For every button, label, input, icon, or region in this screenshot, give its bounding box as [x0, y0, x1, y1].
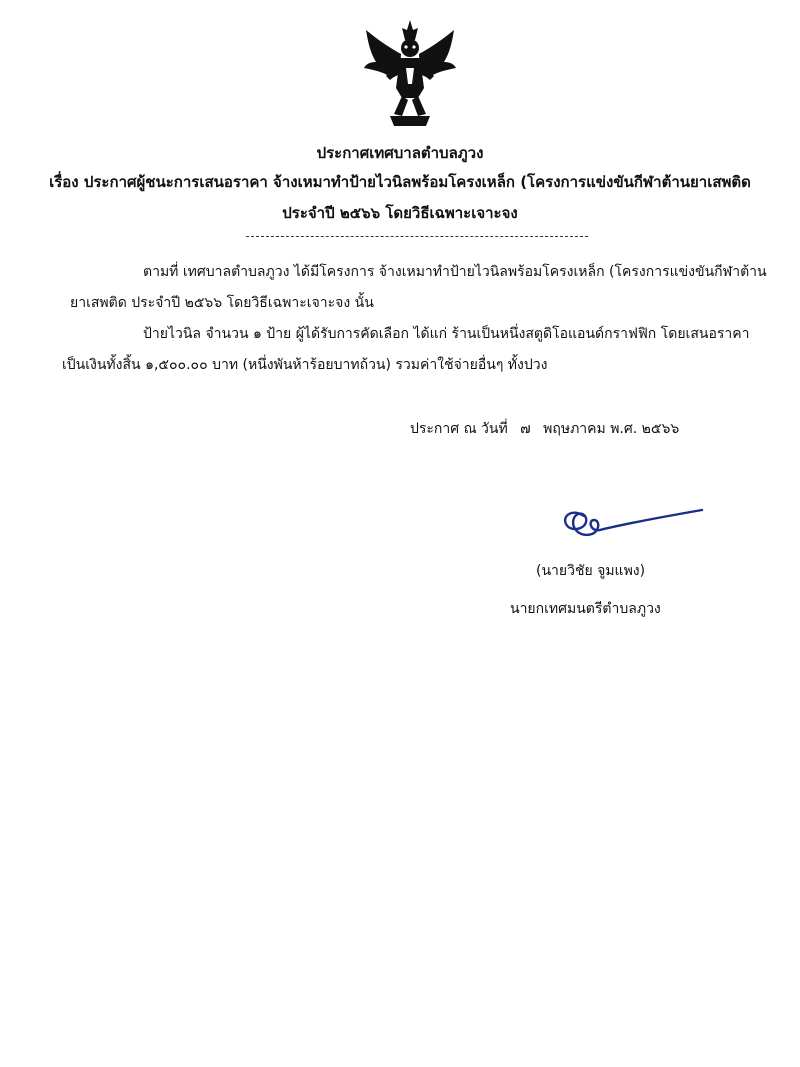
subject-line-1: เรื่อง ประกาศผู้ชนะการเสนอราคา จ้างเหมาทำป้ายไวนิลพร้อมโครงเหล็ก (โครงการแข่งขันกีฬาต้านยาเสพติด [49, 173, 751, 191]
announcement-day: ๗ [520, 421, 531, 437]
announcement-date [410, 420, 679, 438]
paragraph-1-line-2: ยาเสพติด ประจำปี ๒๕๖๖ โดยวิธีเฉพาะเจาะจง นั้น [70, 295, 374, 311]
signatory-name: (นายวิชัย จูมแพง) [536, 563, 646, 579]
paragraph-2-line-1: ป้ายไวนิล จำนวน ๑ ป้าย ผู้ได้รับการคัดเลือก ได้แก่ ร้านเป็นหนึ่งสตูดิโอแอนด์กราฟฟิก โดยเสนอราคา [143, 326, 750, 342]
divider [246, 236, 588, 237]
signatory-position: นายกเทศมนตรีตำบลภูวง [510, 601, 661, 617]
page-title: ประกาศเทศบาลตำบลภูวง [316, 144, 484, 162]
announcement-month-year: พฤษภาคม พ.ศ. ๒๕๖๖ [543, 421, 680, 437]
signature [556, 498, 706, 546]
paragraph-1-line-1: ตามที่ เทศบาลตำบลภูวง ได้มีโครงการ จ้างเหมาทำป้ายไวนิลพร้อมโครงเหล็ก (โครงการแข่งขันกีฬาต้าน [143, 264, 767, 280]
garuda-emblem-icon [360, 18, 460, 130]
subject-line-2: ประจำปี ๒๕๖๖ โดยวิธีเฉพาะเจาะจง [282, 204, 518, 222]
announcement-prefix: ประกาศ ณ วันที่ [410, 421, 508, 437]
paragraph-2-line-2: เป็นเงินทั้งสิ้น ๑,๕๐๐.๐๐ บาท (หนึ่งพันห้าร้อยบาทถ้วน) รวมค่าใช้จ่ายอื่นๆ ทั้งปวง [62, 357, 548, 373]
